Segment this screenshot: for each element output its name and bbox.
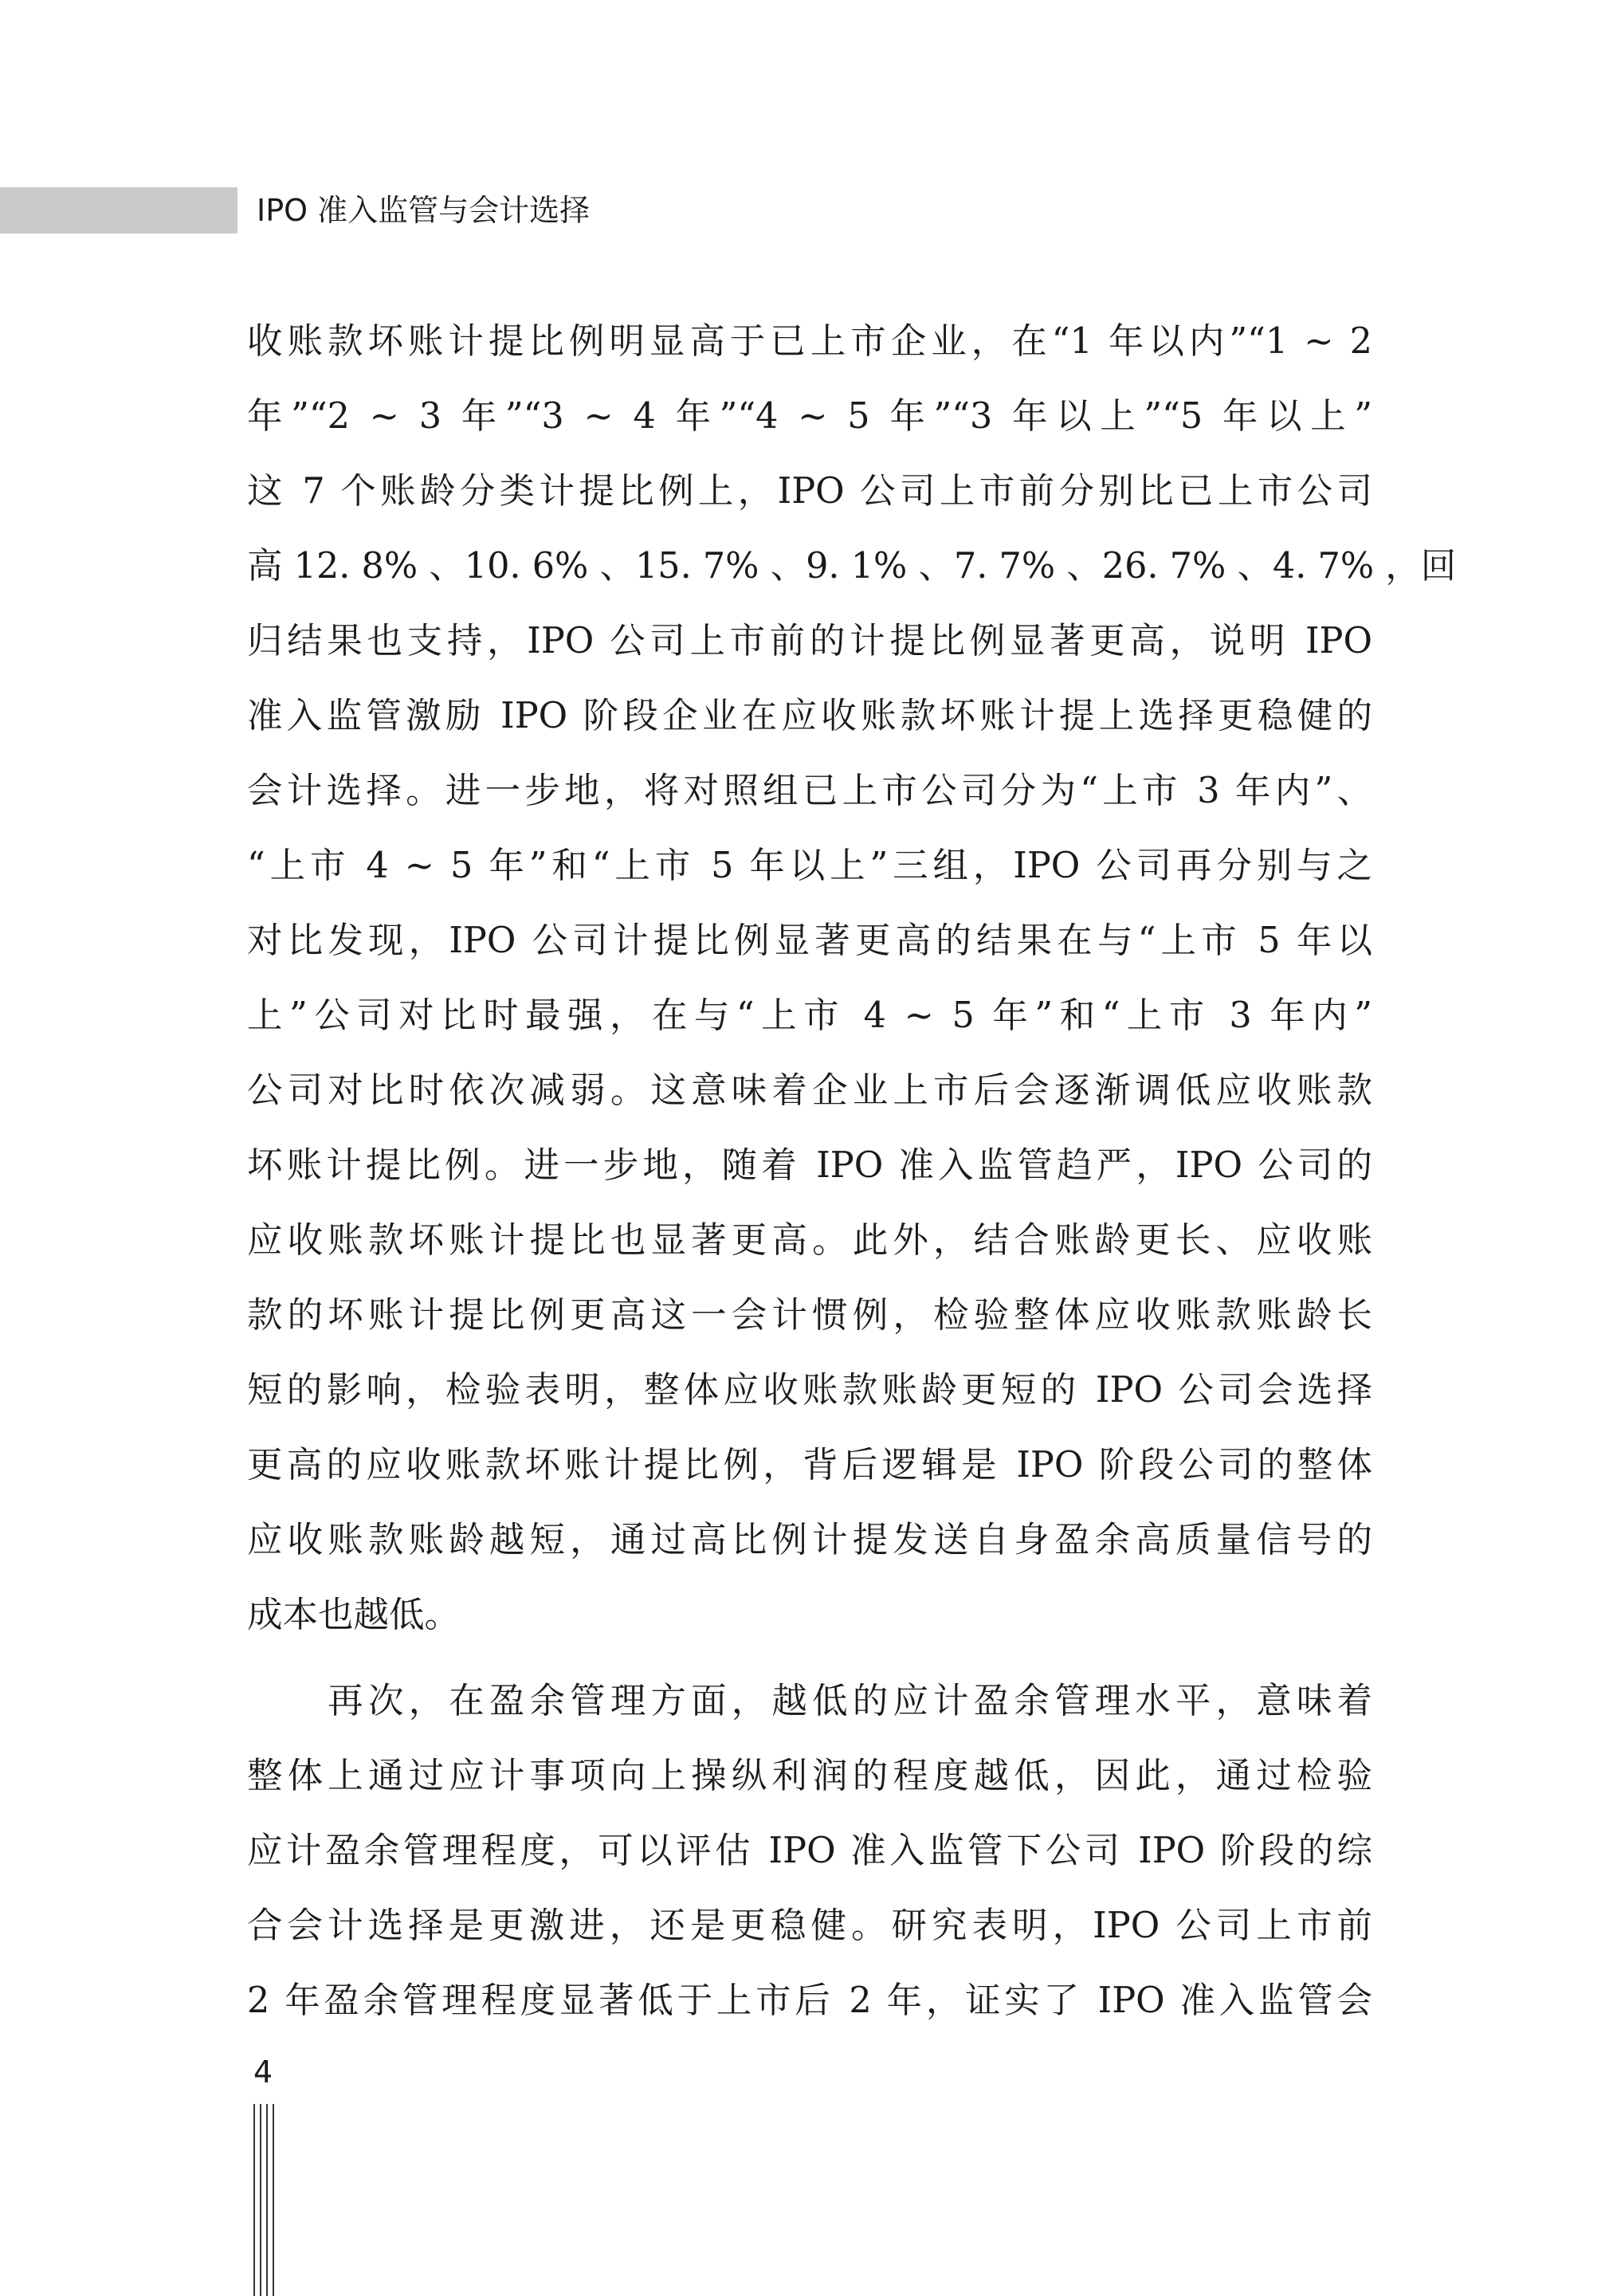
text-line: 短的影响，检验表明，整体应收账款账龄更短的 IPO 公司会选择 — [247, 1370, 1372, 1411]
text-line: “上市 4 ~ 5 年”和“上市 5 年以上”三组，IPO 公司再分别与之 — [247, 846, 1372, 886]
text-line: 应收账款坏账计提比也显著更高。此外，结合账龄更长、应收账 — [247, 1220, 1372, 1261]
text-line: 对比发现，IPO 公司计提比例显著更高的结果在与“上市 5 年以 — [247, 920, 1372, 961]
text-line: 坏账计提比例。进一步地，随着 IPO 准入监管趋严，IPO 公司的 — [247, 1145, 1372, 1186]
paragraph-gap — [247, 1653, 1372, 1664]
decorative-rules — [253, 2104, 285, 2296]
text-line: 这 7 个账龄分类计提比例上，IPO 公司上市前分别比已上市公司 — [247, 471, 1372, 512]
text-line: 会计选择。进一步地，将对照组已上市公司分为“上市 3 年内”、 — [247, 771, 1372, 811]
running-title: IPO 准入监管与会计选择 — [257, 193, 591, 228]
decorative-rule — [266, 2104, 268, 2296]
text-line: 上”公司对比时最强，在与“上市 4 ~ 5 年”和“上市 3 年内” — [247, 995, 1372, 1036]
text-line: 合会计选择是更激进，还是更稳健。研究表明，IPO 公司上市前 — [247, 1905, 1372, 1946]
text-line: 高 12. 8% 、10. 6% 、15. 7% 、9. 1% 、7. 7% 、26. 7% 、4. 7% ，回 — [247, 546, 1457, 587]
text-line: 2 年盈余管理程度显著低于上市后 2 年，证实了 IPO 准入监管会 — [247, 1980, 1372, 2021]
decorative-rule — [273, 2104, 274, 2296]
header-bar — [0, 187, 237, 234]
text-line: 归结果也支持，IPO 公司上市前的计提比例显著更高，说明 IPO — [247, 621, 1372, 661]
text-line: 应计盈余管理程度，可以评估 IPO 准入监管下公司 IPO 阶段的综 — [247, 1831, 1372, 1871]
text-line: 再次，在盈余管理方面，越低的应计盈余管理水平，意味着 — [247, 1681, 1372, 1721]
text-line: 款的坏账计提比例更高这一会计惯例，检验整体应收账款账龄长 — [247, 1295, 1372, 1336]
text-line: 整体上通过应计事项向上操纵利润的程度越低，因此，通过检验 — [247, 1756, 1372, 1796]
text-line: 更高的应收账款坏账计提比例，背后逻辑是 IPO 阶段公司的整体 — [247, 1445, 1372, 1486]
text-line: 年”“2 ~ 3 年”“3 ~ 4 年”“4 ~ 5 年”“3 年以上”“5 年以上” — [247, 396, 1372, 437]
body-text — [247, 304, 1457, 2039]
text-line: 准入监管激励 IPO 阶段企业在应收账款坏账计提上选择更稳健的 — [247, 696, 1372, 736]
page-number: 4 — [253, 2055, 273, 2090]
decorative-rule — [260, 2104, 261, 2296]
text-line: 应收账款账龄越短，通过高比例计提发送自身盈余高质量信号的 — [247, 1520, 1372, 1560]
decorative-rule — [253, 2104, 255, 2296]
text-line: 公司对比时依次减弱。这意味着企业上市后会逐渐调低应收账款 — [247, 1070, 1372, 1111]
text-line: 收账款坏账计提比例明显高于已上市企业，在“1 年以内”“1 ~ 2 — [247, 321, 1372, 362]
text-line: 成本也越低。 — [247, 1595, 461, 1635]
